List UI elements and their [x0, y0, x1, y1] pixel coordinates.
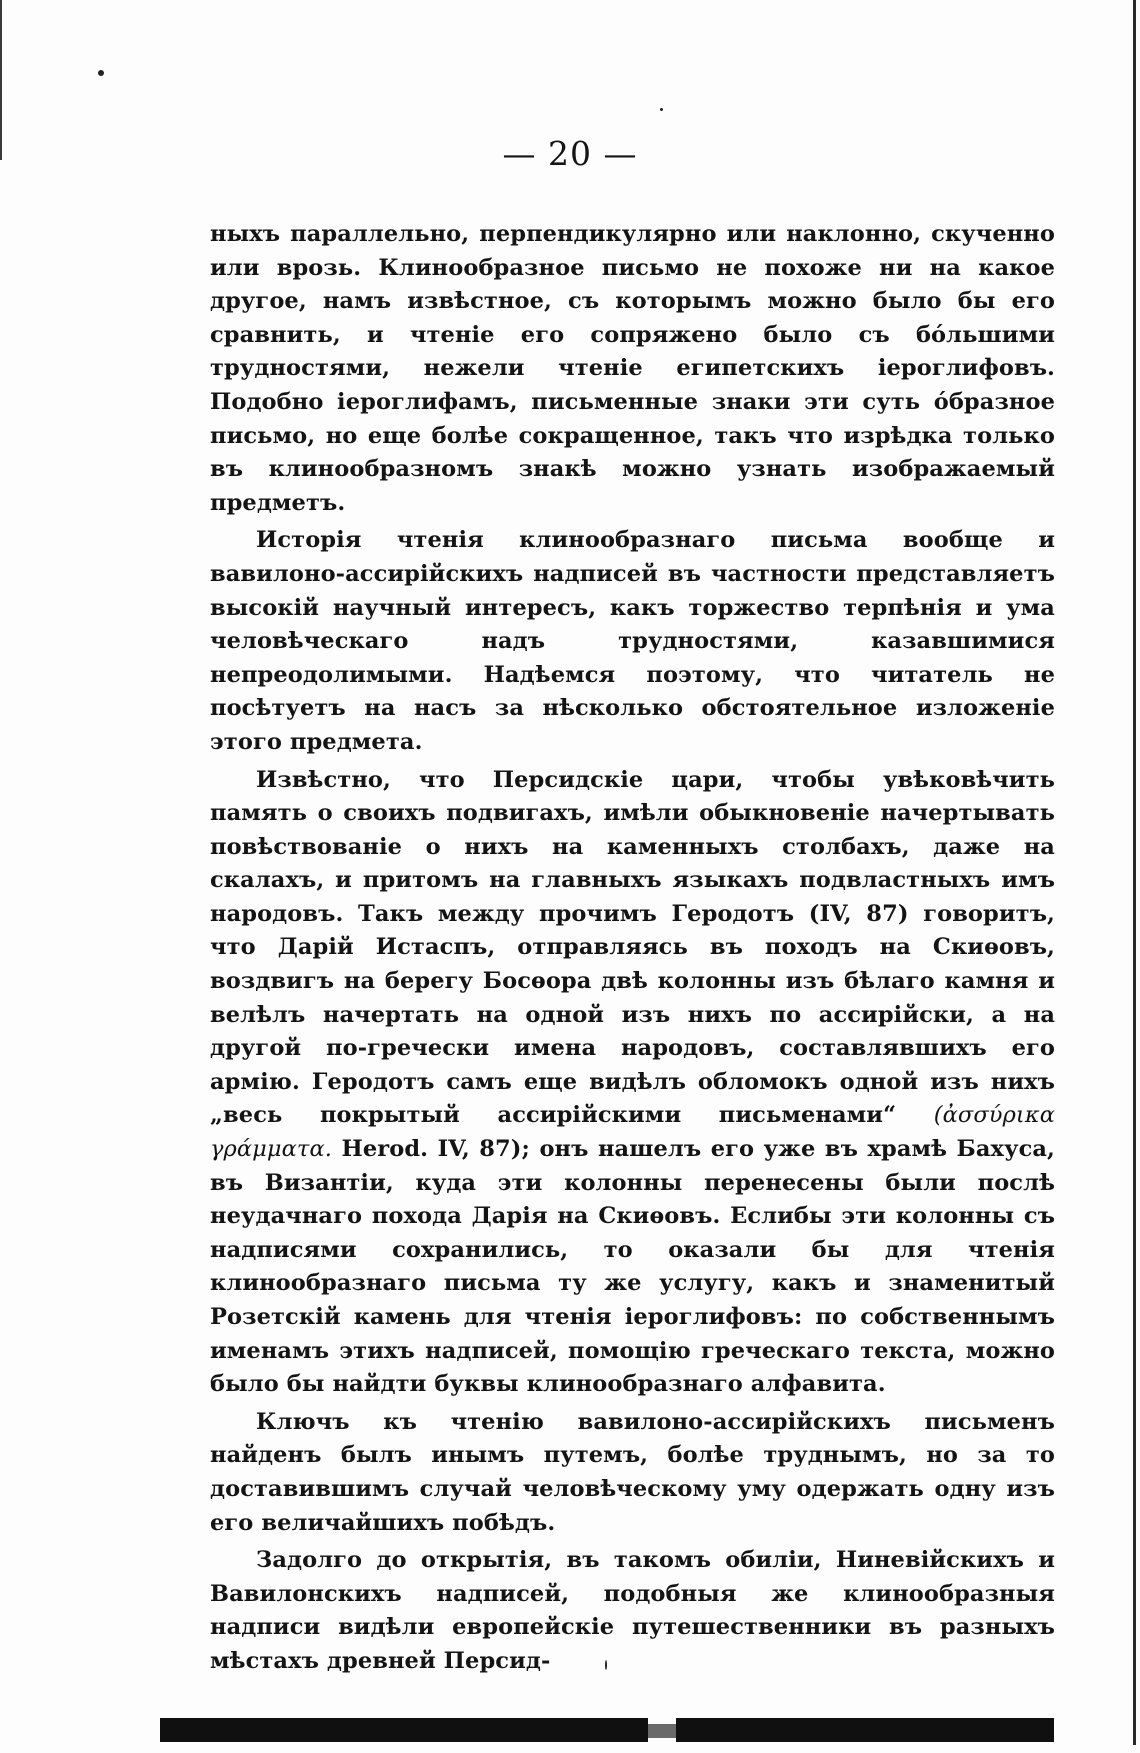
- greek-quote: (ἀσσύρικα γράμματα.: [210, 1102, 1055, 1163]
- paragraph-2: Исторiя чтенiя клинообразнаго письма вообще и вавилоно-ассирiйскихъ надписей въ частности представляетъ высокiй научный интересъ, какъ торжество терпѣнiя и ума человѣческаго надъ трудностями, казавшимися непреодолимыми. Надѣемся поэтому, что читатель не посѣтуетъ на насъ за нѣсколько обстоятельное изложенiе этого предмета.: [210, 527, 1055, 755]
- paragraph-5: Задолго до открытiя, въ такомъ обилiи, Ниневiйскихъ и Вавилонскихъ надписей, подобныя же клинообразныя надписи видѣли европейскiе путешественники въ разныхъ мѣстахъ древней Персид-: [210, 1547, 1055, 1674]
- scan-edge-right: [1133, 0, 1136, 1745]
- paragraph-1: ныхъ параллельно, перпендикулярно или наклонно, скученно или врозь. Клинообразное письмо не похоже ни на какое другое, намъ извѣстное, съ которымъ можно было бы его сравнить, и чтенiе его сопряжено было съ бóльшими трудностями, нежели чтенiе египетскихъ iероглифовъ. Подобно iероглифамъ, письменные знаки эти суть óбразное письмо, но еще болѣе сокращенное, такъ что изрѣдка только въ клинообразномъ знакѣ можно узнать изображаемый предметъ.: [210, 221, 1055, 516]
- scan-bottom-band-left: [160, 1718, 648, 1742]
- body-text: [210, 218, 1055, 1679]
- paragraph-3: [210, 764, 1055, 1402]
- page-number: — 20 —: [502, 134, 638, 173]
- paragraph-3-head: Извѣстно, что Персидскiе цари, чтобы увѣковѣчить память о своихъ подвигахъ, имѣли обыкновенiе начертывать повѣствованiе о нихъ на каменныхъ столбахъ, даже на скалахъ, и притомъ на главныхъ языкахъ подвластныхъ имъ народовъ. Такъ между прочимъ Геродотъ (IV, 87) говоритъ, что Дарiй Истаспъ, отправляясь въ походъ на Скиѳовъ, воздвигъ на берегу Босѳора двѣ колонны изъ бѣлаго камня и велѣлъ начертать на одной изъ нихъ по ассирiйски, а на другой по-гречески имена народовъ, составлявшихъ его армiю. Геродотъ самъ еще видѣлъ обломокъ одной изъ нихъ „весь покрытый ассирiйскими письменами“: [210, 766, 1055, 1129]
- scan-speck: [660, 108, 663, 111]
- paragraph-4: Ключъ къ чтенiю вавилоно-ассирiйскихъ письменъ найденъ былъ инымъ путемъ, болѣе труднымъ, но за то доставившимъ случай человѣческому уму одержать одну изъ его величайшихъ побѣдъ.: [210, 1408, 1055, 1536]
- scan-speck: [98, 70, 104, 76]
- scan-bottom-band-gap: [648, 1724, 676, 1738]
- scan-bottom-band-right: [676, 1718, 1054, 1742]
- paragraph-3-tail: Herod. IV, 87); онъ нашелъ его уже въ храмѣ Бахуса, въ Византiи, куда эти колонны перенесены были послѣ неудачнаго похода Дарiя на Скиѳовъ. Еслибы эти колонны съ надписями сохранились, то оказали бы для чтенiя клинообразнаго письма ту же услугу, какъ и знаменитый Розетскiй камень для чтенiя iероглифовъ: по собственнымъ именамъ этихъ надписей, помощiю греческаго текста, можно было бы найдти буквы клинообразнаго алфавита.: [210, 1136, 1055, 1398]
